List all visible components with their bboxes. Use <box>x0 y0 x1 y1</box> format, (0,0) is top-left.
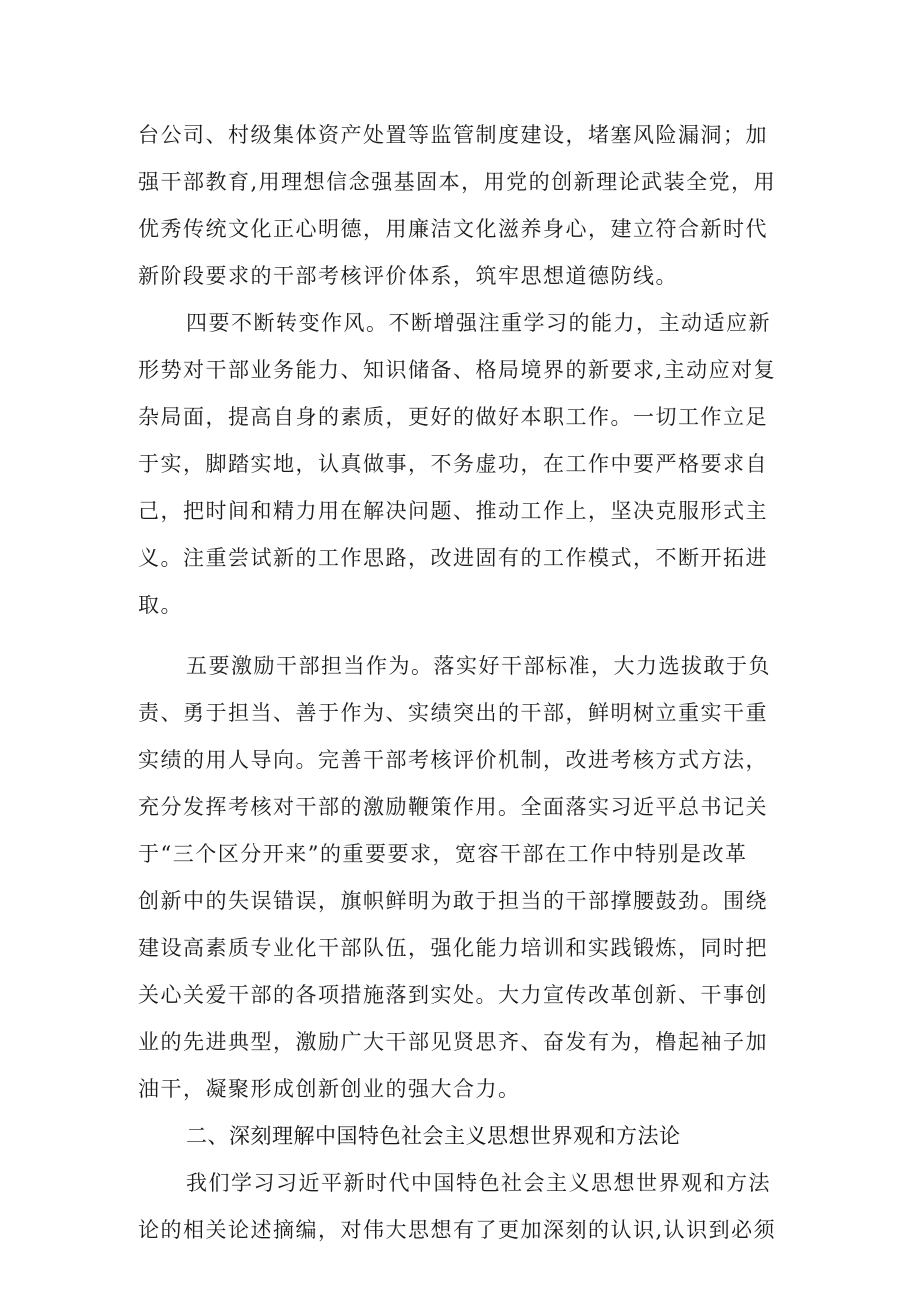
paragraph-worldview <box>138 1160 790 1254</box>
text-line: 新阶段要求的干部考核评价体系，筑牢思想道德防线。 <box>138 264 678 288</box>
text-line: 台公司、村级集体资产处置等监管制度建设，堵塞风险漏洞；加 <box>138 123 768 147</box>
text-line: 五要激励干部担当作为。落实好干部标准，大力选拔敢于负 <box>186 654 771 678</box>
text-line: 论的相关论述摘编，对伟大思想有了更加深刻的认识,认识到必须 <box>138 1218 777 1242</box>
paragraph-motivate-cadres <box>138 643 790 1113</box>
text-line: 杂局面，提高自身的素质，更好的做好本职工作。一切工作立足 <box>138 405 768 429</box>
text-line: 取。 <box>138 593 183 617</box>
text-line: 于“三个区分开来”的重要要求，宽容干部在工作中特别是改革 <box>138 842 748 866</box>
document-body <box>138 112 790 1254</box>
paragraph-spacer <box>138 629 790 643</box>
text-line: 责、勇于担当、善于作为、实绩突出的干部，鲜明树立重实干重 <box>138 701 768 725</box>
text-line: 义。注重尝试新的工作思路，改进固有的工作模式，不断开拓进 <box>138 546 768 570</box>
text-line: 己，把时间和精力用在解决问题、推动工作上，坚决克服形式主 <box>138 499 768 523</box>
text-line: 优秀传统文化正心明德，用廉洁文化滋养身心，建立符合新时代 <box>138 217 768 241</box>
text-line: 我们学习习近平新时代中国特色社会主义思想世界观和方法 <box>186 1171 771 1195</box>
text-line: 实绩的用人导向。完善干部考核评价机制，改进考核方式方法， <box>138 748 768 772</box>
text-line: 于实，脚踏实地，认真做事，不务虚功，在工作中要严格要求自 <box>138 452 768 476</box>
text-line: 强干部教育,用理想信念强基固本，用党的创新理论武装全党，用 <box>138 170 777 194</box>
text-line: 建设高素质专业化干部队伍，强化能力培训和实践锻炼，同时把 <box>138 936 768 960</box>
text-line: 创新中的失误错误，旗帜鲜明为敢于担当的干部撑腰鼓劲。围绕 <box>138 889 768 913</box>
section-heading: 二、深刻理解中国特色社会主义思想世界观和方法论 <box>186 1124 681 1148</box>
text-line: 四要不断转变作风。不断增强注重学习的能力，主动适应新 <box>186 311 771 335</box>
paragraph-style-change <box>138 300 790 629</box>
text-line: 油干，凝聚形成创新创业的强大合力。 <box>138 1077 521 1101</box>
text-line: 充分发挥考核对干部的激励鞭策作用。全面落实习近平总书记关 <box>138 795 768 819</box>
text-line: 形势对干部业务能力、知识储备、格局境界的新要求,主动应对复 <box>138 358 777 382</box>
text-line: 业的先进典型，激励广大干部见贤思齐、奋发有为，橹起袖子加 <box>138 1030 768 1054</box>
paragraph-continued <box>138 112 790 300</box>
text-line: 关心关爱干部的各项措施落到实处。大力宣传改革创新、干事创 <box>138 983 768 1007</box>
